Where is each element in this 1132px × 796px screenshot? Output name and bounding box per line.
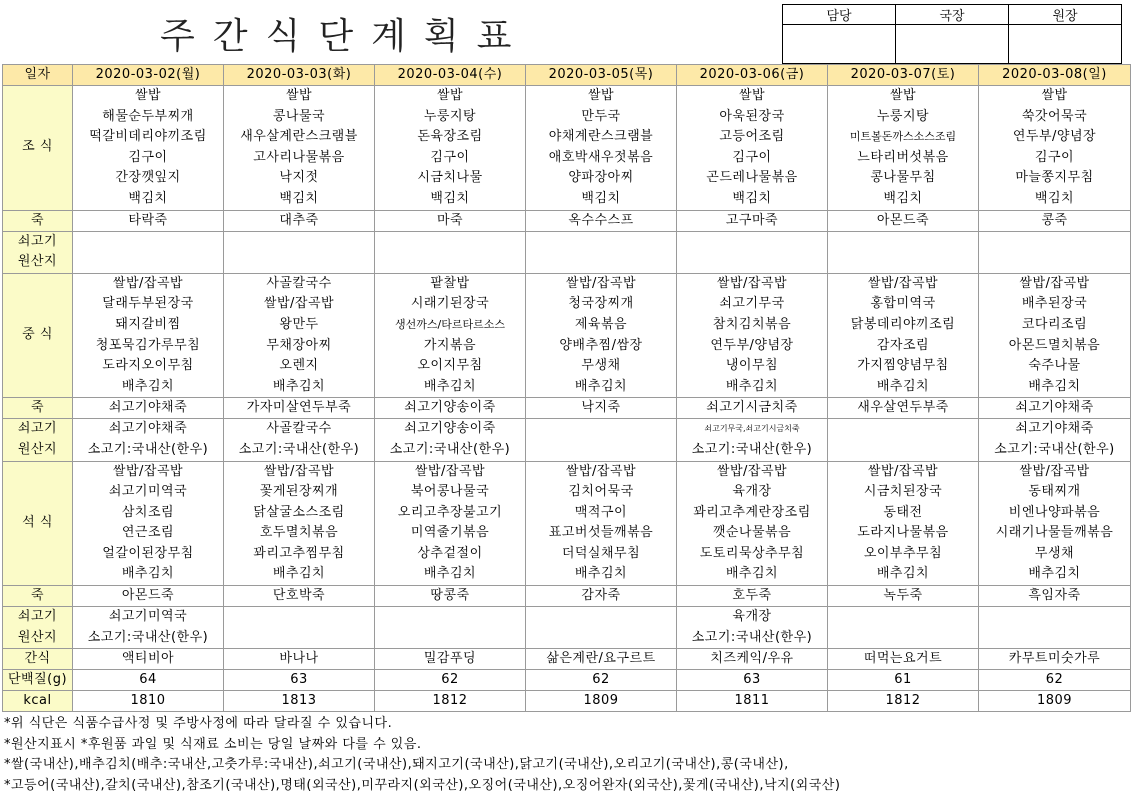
lunch-item: 쌀밥/잡곡밥 xyxy=(263,296,335,312)
protein-cell[interactable]: 62 xyxy=(375,670,526,691)
lunch-item: 닭봉데리야끼조림 xyxy=(850,316,956,332)
breakfast-porridge-cell[interactable]: 대추죽 xyxy=(224,210,375,231)
date-header[interactable]: 2020-03-03(화) xyxy=(224,65,375,86)
lunch-origin-cell[interactable] xyxy=(526,419,677,461)
note-line: *원산지표시 *후원품 과일 및 식재료 소비는 당일 날짜와 다를 수 있음. xyxy=(4,736,422,752)
lunch-item: 시래기된장국 xyxy=(410,296,490,312)
breakfast-item: 연두부/양념장 xyxy=(1012,129,1097,145)
dinner-origin-origin xyxy=(526,628,676,649)
breakfast-cell[interactable] xyxy=(73,86,224,211)
lunch-item: 배추된장국 xyxy=(1021,296,1088,312)
empty-line xyxy=(979,232,1130,253)
lunch-item: 참치김치볶음 xyxy=(712,316,792,332)
lunch-item: 코다리조림 xyxy=(1021,316,1088,332)
breakfast-porridge-cell[interactable]: 옥수수스프 xyxy=(526,210,677,231)
dinner-item: 호두멸치볶음 xyxy=(259,525,339,541)
lunch-item: 홍합미역국 xyxy=(870,296,936,312)
dinner-item: 배추김치 xyxy=(574,566,628,582)
dinner-item: 삼치조림 xyxy=(121,504,175,520)
dinner-item: 쌀밥/잡곡밥 xyxy=(716,463,788,479)
dinner-item: 김치어묵국 xyxy=(568,484,634,500)
dinner-item: 쌀밥/잡곡밥 xyxy=(263,463,335,479)
lunch-origin-label-line1: 쇠고기 xyxy=(17,421,58,437)
date-header[interactable]: 2020-03-05(목) xyxy=(526,65,677,86)
lunch-origin-cell[interactable] xyxy=(375,419,526,461)
lunch-origin-dish: 쇠고기야채죽 xyxy=(108,421,188,437)
breakfast-porridge-cell[interactable]: 고구마죽 xyxy=(677,210,828,231)
breakfast-item: 쌀밥 xyxy=(134,88,162,103)
dinner-item: 북어콩나물국 xyxy=(410,484,490,500)
dinner-item: 쌀밥/잡곡밥 xyxy=(565,463,637,479)
dinner-origin-cell[interactable] xyxy=(73,607,224,649)
dinner-item: 배추김치 xyxy=(121,566,175,582)
breakfast-item: 백김치 xyxy=(1034,190,1075,206)
dinner-origin-cell[interactable] xyxy=(526,607,677,649)
lunch-origin-cell[interactable] xyxy=(979,419,1131,461)
dinner-origin-dish: 쇠고기미역국 xyxy=(108,609,188,625)
dinner-item: 시금치된장국 xyxy=(863,484,943,500)
breakfast-porridge-cell[interactable]: 아몬드죽 xyxy=(828,210,979,231)
breakfast-item: 간장깻잎지 xyxy=(115,170,181,186)
breakfast-origin-label[interactable] xyxy=(3,231,73,273)
empty-line xyxy=(375,252,525,273)
breakfast-item: 누룽지탕 xyxy=(876,108,930,124)
breakfast-porridge-cell[interactable]: 타락죽 xyxy=(73,210,224,231)
dinner-origin-dish: 육개장 xyxy=(732,609,772,625)
dinner-cell[interactable] xyxy=(677,461,828,586)
date-header[interactable]: 2020-03-04(수) xyxy=(375,65,526,86)
breakfast-cell[interactable] xyxy=(375,86,526,211)
dinner-porridge-cell[interactable]: 호두죽 xyxy=(677,586,828,607)
lunch-origin-dish: 쇠고기무국,쇠고기시금치죽 xyxy=(704,424,800,434)
lunch-item: 오이지무침 xyxy=(417,358,483,374)
date-header[interactable]: 2020-03-08(일) xyxy=(979,65,1131,86)
breakfast-item: 콩나물무침 xyxy=(870,170,936,186)
dinner-porridge-cell[interactable]: 단호박죽 xyxy=(224,586,375,607)
dinner-item: 오리고추장불고기 xyxy=(397,504,503,520)
breakfast-label[interactable]: 조 식 xyxy=(3,86,73,211)
dinner-item: 쌀밥/잡곡밥 xyxy=(414,463,486,479)
dinner-porridge-cell[interactable]: 아몬드죽 xyxy=(73,586,224,607)
dinner-origin-label-line2: 원산지 xyxy=(17,629,58,645)
breakfast-item: 백김치 xyxy=(128,190,168,206)
lunch-porridge-cell[interactable]: 쇠고기야채죽 xyxy=(73,398,224,419)
breakfast-item: 백김치 xyxy=(430,190,470,206)
snack-cell[interactable]: 치즈케익/우유 xyxy=(677,649,828,670)
date-header[interactable]: 2020-03-06(금) xyxy=(677,65,828,86)
approval-label-director: 국장 xyxy=(896,5,1009,25)
lunch-origin-origin: 소고기:국내산(한우) xyxy=(994,441,1115,457)
breakfast-origin-label-line2: 원산지 xyxy=(17,254,58,270)
empty-line xyxy=(526,232,676,253)
empty-line xyxy=(224,252,374,273)
dinner-item: 배추김치 xyxy=(876,566,930,582)
lunch-item: 가지볶음 xyxy=(423,337,477,353)
dinner-item: 쌀밥/잡곡밥 xyxy=(1019,463,1090,479)
dinner-item: 꽈리고추계란장조림 xyxy=(693,504,811,520)
breakfast-item: 마늘쫑지무침 xyxy=(1015,170,1094,186)
date-header[interactable]: 2020-03-07(토) xyxy=(828,65,979,86)
dinner-label[interactable]: 석 식 xyxy=(3,461,73,586)
date-header-label[interactable]: 일자 xyxy=(3,65,73,86)
protein-cell[interactable]: 63 xyxy=(224,670,375,691)
dinner-item: 상추겉절이 xyxy=(417,545,483,561)
kcal-cell[interactable]: 1813 xyxy=(224,691,375,712)
empty-line xyxy=(677,252,827,273)
lunch-origin-dish: 사골칼국수 xyxy=(266,421,332,437)
kcal-cell[interactable]: 1809 xyxy=(979,691,1131,712)
breakfast-item: 김구이 xyxy=(1034,149,1075,165)
lunch-item: 배추김치 xyxy=(121,378,175,394)
lunch-origin-dish: 쇠고기야채죽 xyxy=(1015,421,1094,437)
breakfast-item: 양파장아찌 xyxy=(568,170,634,186)
dinner-item: 더덕실채무침 xyxy=(561,545,641,561)
lunch-item: 제육볶음 xyxy=(574,316,628,332)
lunch-origin-cell[interactable] xyxy=(677,419,828,461)
breakfast-item: 떡갈비데리야끼조림 xyxy=(89,129,207,145)
dinner-porridge-cell[interactable]: 흑임자죽 xyxy=(979,586,1131,607)
breakfast-item: 새우살계란스크램블 xyxy=(240,129,358,145)
note-line: *고등어(국내산),갈치(국내산),참조기(국내산),명태(외국산),미꾸라지(외국산),오징어(국내산),오징어완자(외국산),꽃게(국내산),낙지(외국산) xyxy=(4,777,841,793)
dinner-origin-dish xyxy=(979,607,1130,628)
lunch-item: 냉이무침 xyxy=(725,358,779,374)
dinner-item: 미역줄기볶음 xyxy=(410,525,490,541)
breakfast-cell[interactable] xyxy=(224,86,375,211)
lunch-origin-dish xyxy=(526,419,676,440)
dinner-origin-dish xyxy=(526,607,676,628)
lunch-porridge-cell[interactable]: 가자미살연두부죽 xyxy=(224,398,375,419)
dinner-item: 표고버섯들깨볶음 xyxy=(548,525,654,541)
date-header[interactable]: 2020-03-02(월) xyxy=(73,65,224,86)
breakfast-item: 곤드레나물볶음 xyxy=(706,170,798,186)
empty-line xyxy=(375,232,525,253)
lunch-item: 무생채 xyxy=(581,358,621,374)
dinner-item: 연근조림 xyxy=(121,525,175,541)
lunch-cell[interactable] xyxy=(526,273,677,398)
dinner-origin-label[interactable] xyxy=(3,607,73,649)
lunch-item: 쌀밥/잡곡밥 xyxy=(1019,275,1090,291)
lunch-item: 양배추찜/쌈장 xyxy=(559,337,643,353)
breakfast-origin-cell[interactable] xyxy=(526,231,677,273)
dinner-origin-origin xyxy=(224,628,374,649)
breakfast-item: 김구이 xyxy=(430,149,470,165)
breakfast-cell[interactable] xyxy=(979,86,1131,211)
dinner-origin-origin xyxy=(979,628,1130,649)
dinner-item: 깻순나물볶음 xyxy=(712,525,792,541)
dinner-item: 비엔나양파볶음 xyxy=(1008,504,1101,520)
dinner-cell[interactable] xyxy=(73,461,224,586)
lunch-item: 아몬드멸치볶음 xyxy=(1008,337,1101,353)
lunch-origin-origin: 소고기:국내산(한우) xyxy=(691,441,813,457)
dinner-item: 육개장 xyxy=(732,484,772,500)
lunch-item: 연두부/양념장 xyxy=(710,337,794,353)
lunch-item: 가지찜양념무침 xyxy=(857,358,949,374)
lunch-item: 배추김치 xyxy=(725,378,779,394)
dinner-item: 배추김치 xyxy=(725,566,779,582)
dinner-origin-cell[interactable] xyxy=(224,607,375,649)
lunch-origin-origin: 소고기:국내산(한우) xyxy=(238,441,360,457)
dinner-porridge-label[interactable]: 죽 xyxy=(3,586,73,607)
dinner-item: 꽈리고추찜무침 xyxy=(253,545,345,561)
lunch-label[interactable]: 중 식 xyxy=(3,273,73,398)
snack-label[interactable]: 간식 xyxy=(3,649,73,670)
lunch-item: 배추김치 xyxy=(423,378,477,394)
breakfast-origin-cell[interactable] xyxy=(375,231,526,273)
breakfast-origin-cell[interactable] xyxy=(677,231,828,273)
lunch-item: 배추김치 xyxy=(876,378,930,394)
breakfast-item: 애호박새우젓볶음 xyxy=(548,149,654,165)
breakfast-origin-cell[interactable] xyxy=(73,231,224,273)
kcal-cell[interactable]: 1812 xyxy=(375,691,526,712)
lunch-item: 사골칼국수 xyxy=(266,275,332,291)
breakfast-item: 느타리버섯볶음 xyxy=(857,149,949,165)
protein-cell[interactable]: 62 xyxy=(979,670,1131,691)
breakfast-item: 김구이 xyxy=(128,149,168,165)
breakfast-item: 쌀밥 xyxy=(889,88,917,103)
page-title: 주간식단계획표 xyxy=(160,16,530,57)
lunch-origin-dish xyxy=(828,419,978,440)
breakfast-item: 백김치 xyxy=(581,190,621,206)
kcal-cell[interactable]: 1810 xyxy=(73,691,224,712)
lunch-item: 달래두부된장국 xyxy=(102,296,194,312)
lunch-item: 청국장찌개 xyxy=(568,296,634,312)
lunch-cell[interactable] xyxy=(73,273,224,398)
dinner-origin-origin: 소고기:국내산(한우) xyxy=(691,629,813,645)
breakfast-origin-cell[interactable] xyxy=(979,231,1131,273)
lunch-item: 배추김치 xyxy=(574,378,628,394)
breakfast-porridge-label[interactable]: 죽 xyxy=(3,210,73,231)
breakfast-item: 김구이 xyxy=(732,149,772,165)
protein-label[interactable]: 단백질(g) xyxy=(3,670,73,691)
lunch-cell[interactable] xyxy=(828,273,979,398)
breakfast-item: 쌀밥 xyxy=(1041,88,1068,103)
lunch-item: 돼지갈비찜 xyxy=(115,316,181,332)
approval-label-head: 원장 xyxy=(1009,5,1122,25)
approval-label-manager: 담당 xyxy=(783,5,896,25)
dinner-origin-dish xyxy=(224,607,374,628)
protein-cell[interactable]: 62 xyxy=(526,670,677,691)
dinner-item: 닭살굴소스조림 xyxy=(253,504,345,520)
lunch-porridge-cell[interactable]: 낙지죽 xyxy=(526,398,677,419)
kcal-cell[interactable]: 1812 xyxy=(828,691,979,712)
lunch-item: 생선까스/타르타르소스 xyxy=(395,317,505,331)
kcal-label[interactable]: kcal xyxy=(3,691,73,712)
dinner-origin-origin xyxy=(828,628,978,649)
dinner-porridge-cell[interactable]: 녹두죽 xyxy=(828,586,979,607)
dinner-origin-cell[interactable] xyxy=(828,607,979,649)
lunch-origin-label-line2: 원산지 xyxy=(17,441,58,457)
dinner-item: 쌀밥/잡곡밥 xyxy=(867,463,939,479)
dinner-item: 배추김치 xyxy=(272,566,326,582)
breakfast-item: 백김치 xyxy=(279,190,319,206)
breakfast-item: 만두국 xyxy=(581,108,621,124)
snack-cell[interactable]: 바나나 xyxy=(224,649,375,670)
lunch-item: 배추김치 xyxy=(1028,378,1081,394)
lunch-origin-label[interactable] xyxy=(3,419,73,461)
approval-sign-manager[interactable] xyxy=(783,25,896,64)
lunch-origin-dish: 쇠고기양송이죽 xyxy=(404,421,496,437)
approval-box xyxy=(782,4,1122,64)
dinner-item: 도토리묵상추무침 xyxy=(699,545,805,561)
lunch-item: 무채장아찌 xyxy=(266,337,332,353)
dinner-origin-dish xyxy=(375,607,525,628)
dinner-origin-cell[interactable] xyxy=(677,607,828,649)
lunch-item: 왕만두 xyxy=(279,316,319,332)
protein-cell[interactable]: 61 xyxy=(828,670,979,691)
snack-cell[interactable]: 밀감푸딩 xyxy=(375,649,526,670)
dinner-item: 꽃게된장찌개 xyxy=(259,484,339,500)
breakfast-item: 콩나물국 xyxy=(272,108,326,124)
dinner-item: 오이부추무침 xyxy=(863,545,943,561)
lunch-porridge-cell[interactable]: 쇠고기야채죽 xyxy=(979,398,1131,419)
lunch-porridge-cell[interactable]: 새우살연두부죽 xyxy=(828,398,979,419)
snack-cell[interactable]: 액티비아 xyxy=(73,649,224,670)
dinner-cell[interactable] xyxy=(375,461,526,586)
approval-sign-director[interactable] xyxy=(896,25,1009,64)
kcal-cell[interactable]: 1809 xyxy=(526,691,677,712)
dinner-cell[interactable] xyxy=(526,461,677,586)
dinner-item: 도라지나물볶음 xyxy=(857,525,949,541)
dinner-item: 쌀밥/잡곡밥 xyxy=(112,463,184,479)
breakfast-origin-label-line1: 쇠고기 xyxy=(17,233,58,249)
lunch-origin-origin xyxy=(526,440,676,461)
breakfast-porridge-cell[interactable]: 마죽 xyxy=(375,210,526,231)
breakfast-item: 해물순두부찌개 xyxy=(102,108,194,124)
breakfast-origin-cell[interactable] xyxy=(224,231,375,273)
empty-line xyxy=(73,252,223,273)
lunch-porridge-cell[interactable]: 쇠고기양송이죽 xyxy=(375,398,526,419)
dinner-item: 쇠고기미역국 xyxy=(108,484,188,500)
breakfast-item: 미트볼돈까스소스조림 xyxy=(849,130,957,144)
breakfast-item: 백김치 xyxy=(883,190,923,206)
kcal-cell[interactable]: 1811 xyxy=(677,691,828,712)
lunch-item: 쇠고기무국 xyxy=(719,296,785,312)
breakfast-item: 백김치 xyxy=(732,190,772,206)
breakfast-item: 시금치나물 xyxy=(417,170,483,186)
snack-cell[interactable]: 떠먹는요거트 xyxy=(828,649,979,670)
dinner-cell[interactable] xyxy=(224,461,375,586)
dinner-item: 시래기나물들깨볶음 xyxy=(995,525,1114,541)
dinner-item: 동태전 xyxy=(883,504,923,520)
breakfast-item: 아욱된장국 xyxy=(719,108,785,124)
empty-line xyxy=(828,252,978,273)
lunch-item: 감자조림 xyxy=(876,337,930,353)
lunch-item: 쌀밥/잡곡밥 xyxy=(565,275,637,291)
lunch-cell[interactable] xyxy=(979,273,1131,398)
breakfast-item: 쌀밥 xyxy=(738,88,766,103)
empty-line xyxy=(979,252,1130,273)
dinner-origin-label-line1: 쇠고기 xyxy=(17,609,58,625)
lunch-item: 팥찰밥 xyxy=(430,275,470,291)
empty-line xyxy=(224,232,374,253)
lunch-item: 쌀밥/잡곡밥 xyxy=(112,275,184,291)
breakfast-item: 야채계란스크램블 xyxy=(548,129,654,145)
lunch-porridge-cell[interactable]: 쇠고기시금치죽 xyxy=(677,398,828,419)
dinner-porridge-cell[interactable]: 감자죽 xyxy=(526,586,677,607)
dinner-item: 맥적구이 xyxy=(574,504,628,520)
lunch-porridge-label[interactable]: 죽 xyxy=(3,398,73,419)
lunch-item: 숙주나물 xyxy=(1028,358,1081,374)
lunch-origin-cell[interactable] xyxy=(224,419,375,461)
lunch-origin-cell[interactable] xyxy=(73,419,224,461)
protein-cell[interactable]: 64 xyxy=(73,670,224,691)
dinner-item: 얼갈이된장무침 xyxy=(102,545,194,561)
protein-cell[interactable]: 63 xyxy=(677,670,828,691)
breakfast-item: 낙지젓 xyxy=(279,170,319,186)
empty-line xyxy=(677,232,827,253)
lunch-item: 청포묵김가루무침 xyxy=(95,337,201,353)
breakfast-item: 쑥갓어묵국 xyxy=(1021,108,1088,124)
lunch-origin-origin xyxy=(828,440,978,461)
empty-line xyxy=(526,252,676,273)
lunch-item: 쌀밥/잡곡밥 xyxy=(716,275,788,291)
lunch-cell[interactable] xyxy=(375,273,526,398)
lunch-origin-origin: 소고기:국내산(한우) xyxy=(87,441,209,457)
approval-sign-head[interactable] xyxy=(1009,25,1122,64)
note-line: *위 식단은 식품수급사정 및 주방사정에 따라 달라질 수 있습니다. xyxy=(4,716,393,731)
breakfast-origin-cell[interactable] xyxy=(828,231,979,273)
empty-line xyxy=(73,232,223,253)
dinner-item: 배추김치 xyxy=(1028,566,1081,582)
snack-cell[interactable]: 카무트미숫가루 xyxy=(979,649,1131,670)
breakfast-item: 쌀밥 xyxy=(587,88,615,103)
lunch-cell[interactable] xyxy=(677,273,828,398)
note-line: *쌀(국내산),배추김치(배추:국내산,고춧가루:국내산),쇠고기(국내산),돼지고기(국내산),닭고기(국내산),오리고기(국내산),콩(국내산), xyxy=(4,757,789,773)
dinner-item: 동태찌개 xyxy=(1028,484,1081,500)
dinner-origin-cell[interactable] xyxy=(979,607,1131,649)
dinner-item: 배추김치 xyxy=(423,566,477,582)
lunch-item: 오렌지 xyxy=(279,358,319,374)
lunch-item: 배추김치 xyxy=(272,378,326,394)
breakfast-item: 고사리나물볶음 xyxy=(253,149,345,165)
breakfast-cell[interactable] xyxy=(677,86,828,211)
dinner-origin-dish xyxy=(828,607,978,628)
breakfast-item: 쌀밥 xyxy=(285,88,313,103)
breakfast-porridge-cell[interactable]: 콩죽 xyxy=(979,210,1131,231)
dinner-origin-cell[interactable] xyxy=(375,607,526,649)
lunch-item: 도라지오이무침 xyxy=(102,358,194,374)
dinner-origin-origin xyxy=(375,628,525,649)
lunch-cell[interactable] xyxy=(224,273,375,398)
breakfast-item: 누룽지탕 xyxy=(423,108,477,124)
empty-line xyxy=(828,232,978,253)
breakfast-item: 쌀밥 xyxy=(436,88,464,103)
lunch-item: 쌀밥/잡곡밥 xyxy=(867,275,939,291)
snack-cell[interactable]: 삶은계란/요구르트 xyxy=(526,649,677,670)
dinner-origin-origin: 소고기:국내산(한우) xyxy=(87,629,209,645)
lunch-origin-cell[interactable] xyxy=(828,419,979,461)
dinner-cell[interactable] xyxy=(828,461,979,586)
breakfast-item: 고등어조림 xyxy=(719,129,785,145)
breakfast-item: 돈육장조림 xyxy=(417,129,483,145)
breakfast-cell[interactable] xyxy=(828,86,979,211)
menu-table xyxy=(2,64,1131,712)
lunch-origin-origin: 소고기:국내산(한우) xyxy=(389,441,511,457)
dinner-porridge-cell[interactable]: 땅콩죽 xyxy=(375,586,526,607)
breakfast-cell[interactable] xyxy=(526,86,677,211)
notes xyxy=(0,714,1132,796)
dinner-item: 무생채 xyxy=(1034,545,1075,561)
dinner-cell[interactable] xyxy=(979,461,1131,586)
